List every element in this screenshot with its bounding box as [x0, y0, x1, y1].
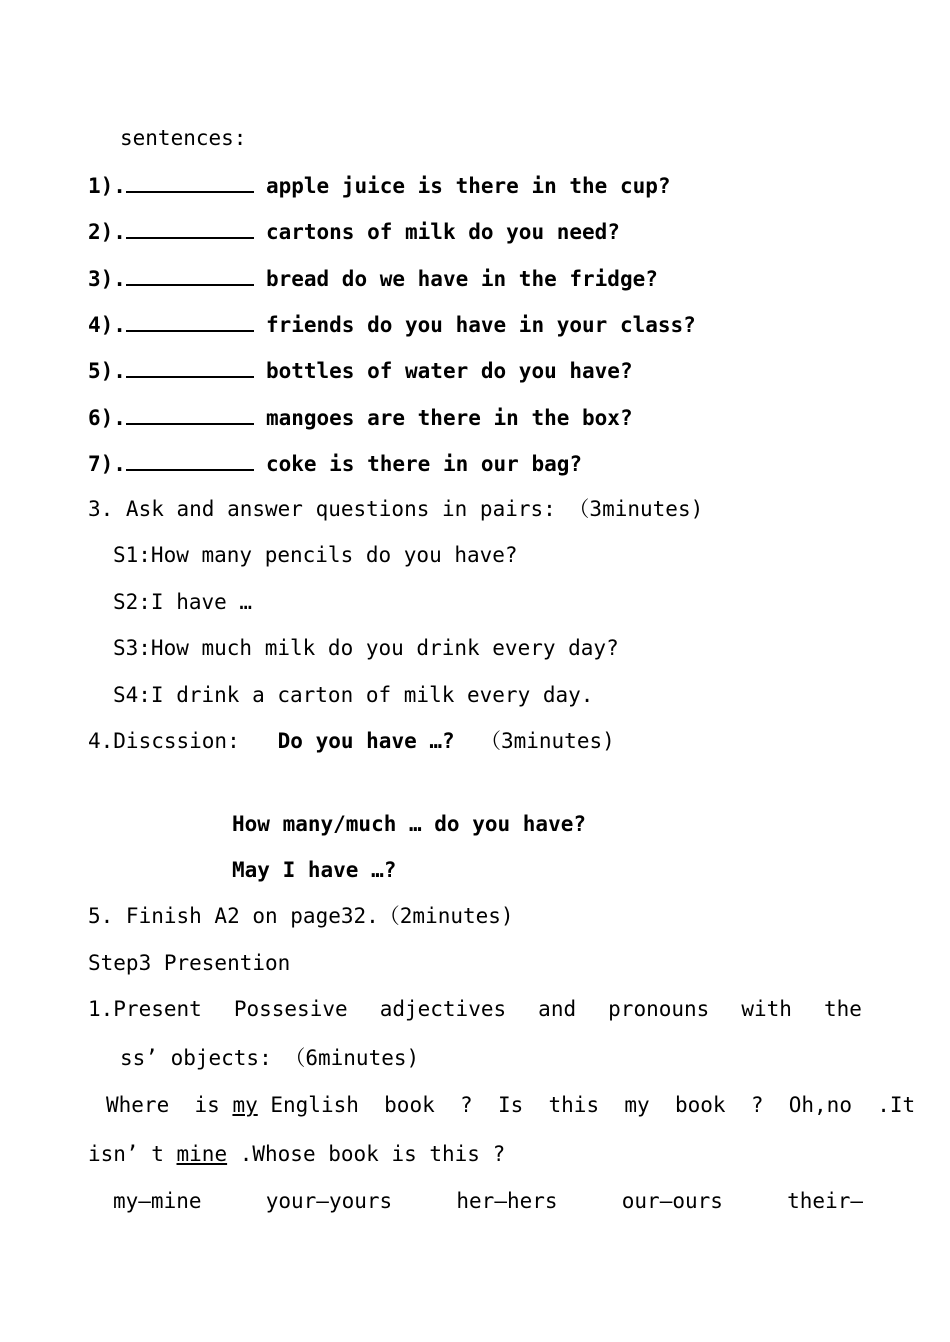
fill-item	[88, 263, 658, 294]
present-word: and	[538, 997, 577, 1021]
discussion-line	[88, 726, 615, 756]
present-word: Possesive	[233, 997, 348, 1021]
discussion-question-3: May I have …?	[232, 858, 397, 882]
underlined-word-mine: mine	[176, 1142, 228, 1166]
fill-item-number: 6).	[88, 406, 126, 430]
fill-item-text: friends do you have in your class?	[265, 313, 696, 337]
step3-presention: Step3 Presention	[88, 951, 291, 975]
fill-item	[88, 170, 671, 201]
present-word: adjectives	[379, 997, 507, 1021]
fill-item	[88, 216, 620, 247]
answer-blank	[126, 448, 254, 471]
fill-item-text: bread do we have in the fridge?	[265, 267, 658, 291]
answer-blank	[126, 355, 254, 378]
pronoun-pair: our—ours	[621, 1189, 723, 1213]
example-line-1: Where is my English book ? Is this my book ? Oh,no .It	[106, 1093, 916, 1117]
underlined-word-my: my	[232, 1093, 258, 1117]
fill-item	[88, 355, 633, 386]
fill-item-text: mangoes are there in the box?	[265, 406, 633, 430]
pronoun-pair: your—yours	[265, 1189, 393, 1213]
dialogue-line-4: S4:I drink a carton of milk every day.	[113, 683, 594, 707]
intro-text: sentences:	[120, 126, 247, 150]
discussion-time: （3minutes)	[479, 729, 615, 753]
pronoun-pair: their—	[787, 1189, 863, 1213]
answer-blank	[126, 170, 254, 193]
present-word: with	[741, 997, 792, 1021]
present-word: pronouns	[608, 997, 710, 1021]
fill-item-number: 7).	[88, 452, 126, 476]
fill-item	[88, 448, 582, 479]
present-word: the	[823, 997, 862, 1021]
fill-item-text: bottles of water do you have?	[265, 359, 633, 383]
step3-heading: 3. Ask and answer questions in pairs: （3minutes)	[88, 497, 704, 521]
present-continuation: ss’ objects: （6minutes)	[120, 1046, 420, 1070]
answer-blank	[126, 309, 254, 332]
pronoun-pair: her—hers	[456, 1189, 558, 1213]
fill-item-number: 5).	[88, 359, 126, 383]
dialogue-line-1: S1:How many pencils do you have?	[113, 543, 518, 567]
dialogue-line-3: S3:How much milk do you drink every day?	[113, 636, 619, 660]
fill-item-text: cartons of milk do you need?	[265, 220, 620, 244]
fill-item-text: apple juice is there in the cup?	[265, 174, 671, 198]
fill-item-number: 1).	[88, 174, 126, 198]
pronoun-pair: my—mine	[113, 1189, 202, 1213]
fill-item	[88, 402, 633, 433]
dialogue-line-2: S2:I have …	[113, 590, 253, 614]
present-word: 1.Present	[88, 997, 202, 1021]
example-line-2: isn’ t mine .Whose book is this ?	[88, 1142, 506, 1166]
fill-item	[88, 309, 696, 340]
finish-task: 5. Finish A2 on page32.（2minutes)	[88, 904, 514, 928]
fill-item-number: 3).	[88, 267, 126, 291]
discussion-label: 4.Discssion:	[88, 729, 240, 753]
fill-item-text: coke is there in our bag?	[265, 452, 583, 476]
discussion-question-1: Do you have …?	[277, 729, 455, 753]
answer-blank	[126, 216, 254, 239]
pronoun-pairs-line	[113, 1186, 863, 1216]
fill-item-number: 4).	[88, 313, 126, 337]
answer-blank	[126, 263, 254, 286]
fill-item-number: 2).	[88, 220, 126, 244]
answer-blank	[126, 402, 254, 425]
present-line	[88, 994, 862, 1024]
discussion-question-2: How many/much … do you have?	[232, 812, 587, 836]
